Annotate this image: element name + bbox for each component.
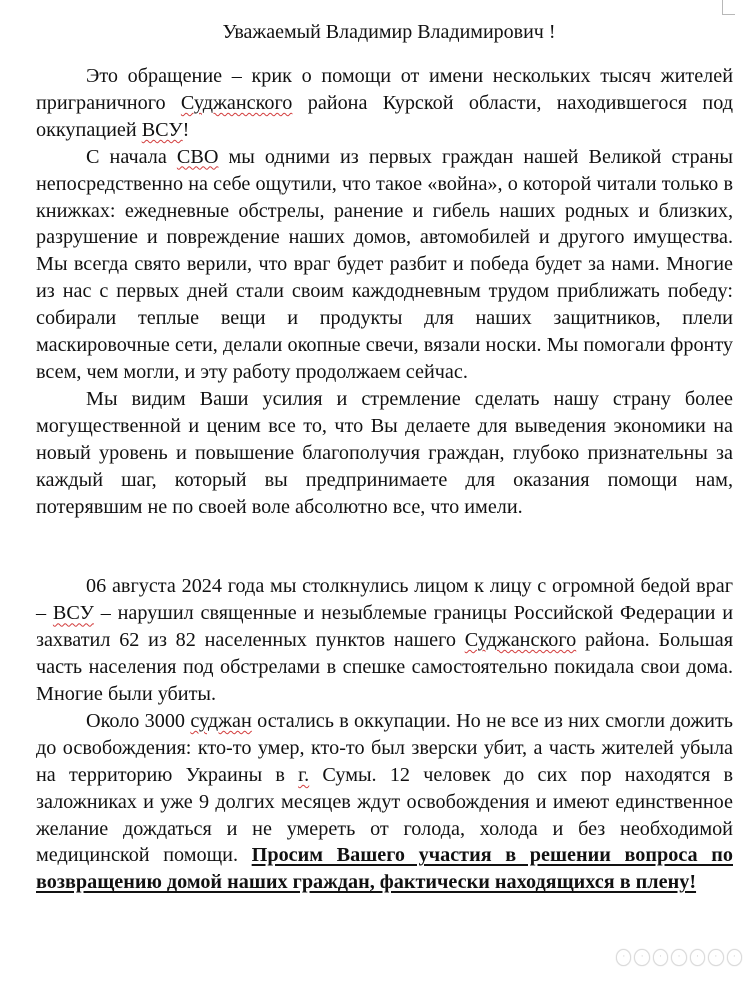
text-run: района. Большая часть населения под обстрелами в спешке самостоятельно покидала свои дома. Многие были убиты. xyxy=(36,629,733,706)
page-corner-mark xyxy=(722,0,735,15)
text-run: Сумы. 12 человек до сих пор находятся в заложниках и уже 9 долгих месяцев ждут освобождения и имеют единственное желание дождаться и не умереть от голода, холода и без необходимой медицинской помощи. xyxy=(36,763,734,867)
dot-icon: · xyxy=(616,949,631,966)
paragraph-gratitude xyxy=(36,386,733,521)
salutation: Уважаемый Владимир Владимирович ! xyxy=(222,21,556,43)
text-run: Около 3000 xyxy=(86,709,191,732)
spellcheck-word: ВСУ xyxy=(52,602,94,625)
paragraph-hostages xyxy=(36,708,733,896)
dot-icon: · xyxy=(653,949,668,966)
spellcheck-word: г. xyxy=(298,763,310,786)
dot-icon: · xyxy=(634,949,649,966)
text-run: района Курской области, находившегося под оккупацией xyxy=(36,91,734,141)
spellcheck-word: Суджанского xyxy=(464,629,577,652)
text-run: мы одними из первых граждан нашей Великой страны непосредственно на себе ощутили, что такое «война», о которой читали только в книжках: ежедневные обстрелы, ранение и гибель наших родных и близких, разрушение и повреждение наших домов, автомобилей и другого имущества. Мы всегда свято верили, что враг будет разбит и победа будет за нами. Многие из нас с первых дней стали своим каждодневным трудом приближать победу: собирали теплые вещи и продукты для наших защитников, плели маскировочные сети, делали окопные свечи, вязали носки. Мы помогали фронту всем, чем могли, и эту работу продолжаем сейчас. xyxy=(36,145,733,383)
spellcheck-word: суджан xyxy=(190,709,252,732)
dot-icon: · xyxy=(671,949,686,966)
dot-icon: · xyxy=(727,949,742,966)
letter-body xyxy=(36,63,733,896)
paragraph-svo xyxy=(36,144,733,386)
paragraph-invasion xyxy=(36,573,733,708)
spellcheck-word: ВСУ xyxy=(141,118,183,141)
text-run: – нарушил священные и незыблемые границы Российской Федерации и захватил 62 из 82 населенных пунктов нашего xyxy=(36,602,733,652)
text-run: Мы видим Ваши усилия и стремление сделать нашу страну более могущественной и ценим все то, что Вы делаете для выведения экономики на новый уровень и повышение благополучия граждан, глубоко признательны за каждый шаг, который вы предпринимаете для оказания помощи нам, потерявшим не по своей воле абсолютно все, что имели. xyxy=(36,387,733,518)
plea-emphasis: Просим Вашего участия в решении вопроса по возвращению домой наших граждан, фактически находящихся в плену! xyxy=(36,844,733,894)
paragraph-gap xyxy=(36,520,733,573)
text-run: С начала xyxy=(86,145,177,168)
dot-icon: · xyxy=(708,949,723,966)
dot-icon: · xyxy=(690,949,705,966)
watermark-dots xyxy=(616,944,742,970)
text-run: Это обращение – крик о помощи от имени нескольких тысяч жителей приграничного xyxy=(36,65,733,114)
spellcheck-word: Суджанского xyxy=(180,91,293,114)
text-run: остались в оккупации. Но не все из них смогли дожить до освобождения: кто-то умер, кто-то был зверски убит, а часть жителей убыла на территорию Украины в xyxy=(36,709,733,786)
paragraph-appeal xyxy=(36,63,733,144)
text-run: 06 августа 2024 года мы столкнулись лицом к лицу с огромной бедой враг – xyxy=(36,575,733,625)
text-run: ! xyxy=(182,118,190,141)
spellcheck-word: СВО xyxy=(176,145,219,168)
